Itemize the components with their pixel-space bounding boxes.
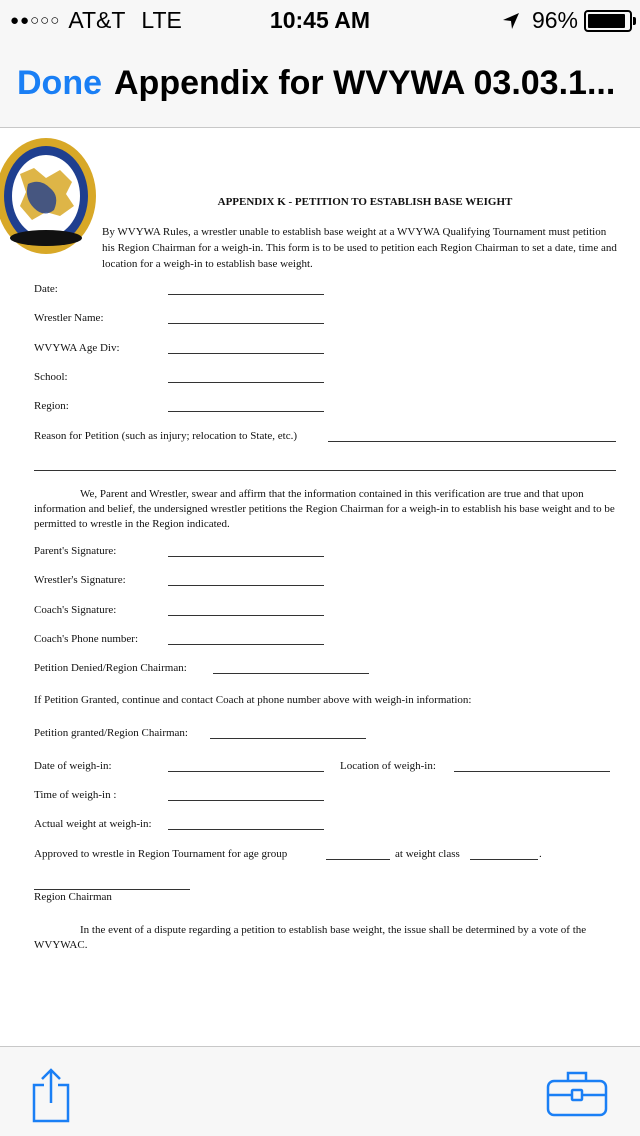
age-group-field[interactable] <box>326 859 390 860</box>
time-weighin-field[interactable] <box>168 800 324 801</box>
age-div-label: WVYWA Age Div: <box>34 342 120 354</box>
location-weighin-label: Location of weigh-in: <box>340 760 436 772</box>
parent-signature-field[interactable] <box>168 556 324 557</box>
if-granted-text: If Petition Granted, continue and contact Coach at phone number above with weigh-in information: <box>34 694 472 706</box>
weight-class-text: at weight class <box>395 848 460 860</box>
navigation-bar <box>0 40 640 128</box>
time-weighin-label: Time of weigh-in : <box>34 789 117 801</box>
appendix-heading: APPENDIX K - PETITION TO ESTABLISH BASE WEIGHT <box>217 196 513 208</box>
wrestler-signature-label: Wrestler's Signature: <box>34 574 126 586</box>
region-label: Region: <box>34 400 69 412</box>
carrier-name: AT&T <box>68 7 126 33</box>
region-chairman-signature-field[interactable] <box>34 889 190 890</box>
network-type: LTE <box>141 7 182 33</box>
status-bar <box>0 0 640 40</box>
status-right <box>502 7 632 34</box>
coach-phone-field[interactable] <box>168 644 324 645</box>
document-page <box>0 128 640 1046</box>
coach-signature-label: Coach's Signature: <box>34 604 117 616</box>
status-time: 10:45 AM <box>269 7 371 33</box>
battery-percent: 96% <box>531 7 578 33</box>
region-chairman-label: Region Chairman <box>34 891 112 903</box>
location-weighin-field[interactable] <box>454 771 610 772</box>
date-label: Date: <box>34 283 58 295</box>
petition-granted-field[interactable] <box>210 738 366 739</box>
bottom-toolbar <box>0 1046 640 1136</box>
actual-weight-field[interactable] <box>168 829 324 830</box>
document-title: Appendix for WVYWA 03.03.1... <box>114 64 616 102</box>
petition-denied-label: Petition Denied/Region Chairman: <box>34 662 187 674</box>
coach-phone-label: Coach's Phone number: <box>34 633 139 645</box>
date-field[interactable] <box>168 294 324 295</box>
petition-granted-label: Petition granted/Region Chairman: <box>34 727 188 739</box>
wrestler-signature-field[interactable] <box>168 585 324 586</box>
wvywa-logo <box>0 134 98 260</box>
school-label: School: <box>34 371 68 383</box>
reason-label: Reason for Petition (such as injury; relocation to State, etc.) <box>34 430 298 442</box>
done-button[interactable]: Done <box>17 64 102 102</box>
affirmation-paragraph: We, Parent and Wrestler, swear and affirm that the information contained in this verification are true and that upon information and belief, the undersigned wrestler petitions the Region Chairman for a weigh-in to establish his base weight and to be permitted to wrestle in the Region indicated. <box>34 488 615 530</box>
school-field[interactable] <box>168 382 324 383</box>
share-icon[interactable] <box>30 1067 72 1123</box>
reason-field-line-2[interactable] <box>34 470 616 471</box>
reason-field[interactable] <box>328 441 616 442</box>
wrestler-name-label: Wrestler Name: <box>34 312 104 324</box>
wrestler-name-field[interactable] <box>168 323 324 324</box>
parent-signature-label: Parent's Signature: <box>34 545 117 557</box>
petition-denied-field[interactable] <box>213 673 369 674</box>
weight-class-field[interactable] <box>470 859 538 860</box>
date-weighin-label: Date of weigh-in: <box>34 760 112 772</box>
toolbox-icon[interactable] <box>546 1069 608 1117</box>
approved-period: . <box>539 848 542 860</box>
region-field[interactable] <box>168 411 324 412</box>
signal-strength: ●●○○○ <box>10 12 61 29</box>
coach-signature-field[interactable] <box>168 615 324 616</box>
battery-icon <box>584 10 632 32</box>
intro-paragraph: By WVYWA Rules, a wrestler unable to establish base weight at a WVYWA Qualifying Tournament must petition his Region Chairman for a weigh-in. This form is to be used to petition each Region Chairman to set a date, time and location for a weigh-in to establish base weight. <box>102 226 617 270</box>
dispute-paragraph: In the event of a dispute regarding a petition to establish base weight, the issue shall be determined by a vote of the WVYWAC. <box>34 924 587 951</box>
location-arrow-icon <box>502 12 520 30</box>
date-weighin-field[interactable] <box>168 771 324 772</box>
age-div-field[interactable] <box>168 353 324 354</box>
approved-text: Approved to wrestle in Region Tournament for age group <box>34 848 288 860</box>
actual-weight-label: Actual weight at weigh-in: <box>34 818 152 830</box>
